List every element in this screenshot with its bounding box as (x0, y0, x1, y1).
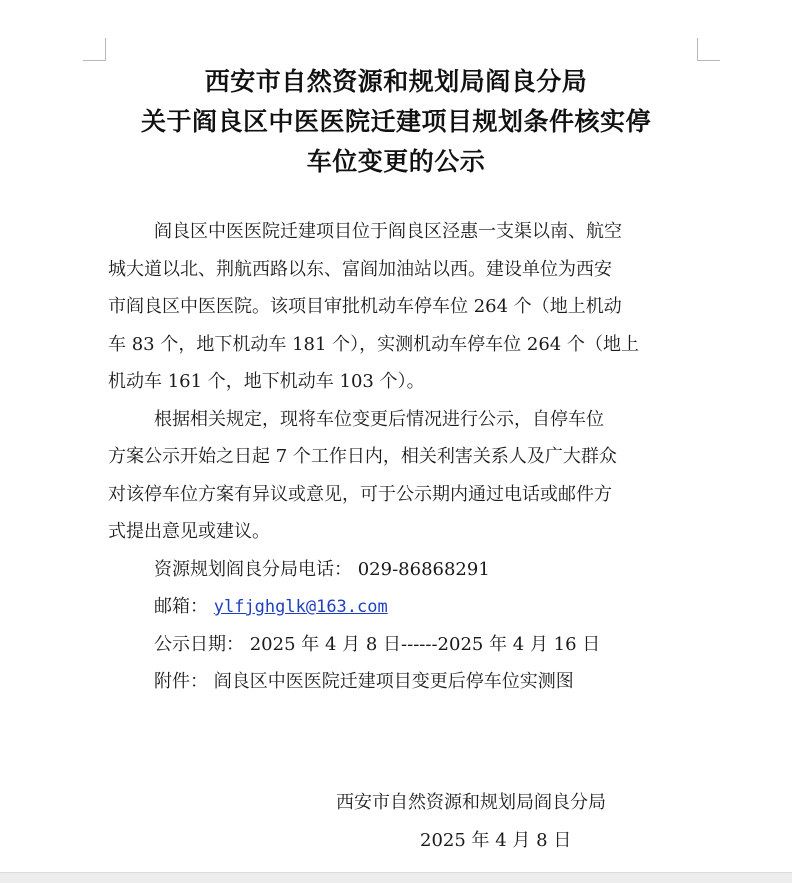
page-corner-mark-top-right (697, 38, 720, 61)
page-bottom-edge (0, 872, 792, 883)
email-line (108, 588, 703, 626)
paragraph-1-line: 机动车 161 个，地下机动车 103 个）。 (108, 371, 425, 392)
paragraph-1-line: 城大道以北、荆航西路以东、富阎加油站以西。建设单位为西安 (108, 258, 612, 280)
notice-body (108, 213, 703, 701)
email-label: 邮箱： (154, 596, 208, 617)
title-line-2: 关于阎良区中医医院迁建项目规划条件核实停 (140, 107, 651, 136)
email-link[interactable]: ylfjghglk@163.com (213, 597, 388, 617)
title-line-1: 西安市自然资源和规划局阎良分局 (204, 67, 588, 96)
paragraph-1-line: 市阎良区中医医院。该项目审批机动车停车位 264 个（地上机动 (108, 296, 622, 317)
notice-title (60, 62, 732, 182)
attachment-line: 附件： 阎良区中医医院迁建项目变更后停车位实测图 (154, 671, 574, 692)
paragraph-2-line: 式提出意见或建议。 (108, 521, 270, 542)
paragraph-1-line: 阎良区中医医院迁建项目位于阎良区泾惠一支渠以南、航空 (154, 221, 622, 242)
paragraph-2-line: 方案公示开始之日起 7 个工作日内，相关利害关系人及广大群众 (108, 446, 617, 467)
page-corner-mark-top-left (83, 38, 106, 61)
signature-date: 2025 年 4 月 8 日 (420, 830, 572, 851)
phone-line: 资源规划阎良分局电话： 029-86868291 (154, 558, 490, 580)
paragraph-2-line: 根据相关规定，现将车位变更后情况进行公示，自停车位 (154, 408, 604, 430)
publicity-period-line: 公示日期： 2025 年 4 月 8 日------2025 年 4 月 16 日 (154, 633, 601, 655)
paragraph-2-line: 对该停车位方案有异议或意见，可于公示期内通过电话或邮件方 (108, 483, 612, 505)
paragraph-1-line: 车 83 个，地下机动车 181 个），实测机动车停车位 264 个（地上 (108, 333, 639, 355)
signature-organization: 西安市自然资源和规划局阎良分局 (336, 792, 606, 813)
title-line-3: 车位变更的公示 (306, 147, 486, 176)
